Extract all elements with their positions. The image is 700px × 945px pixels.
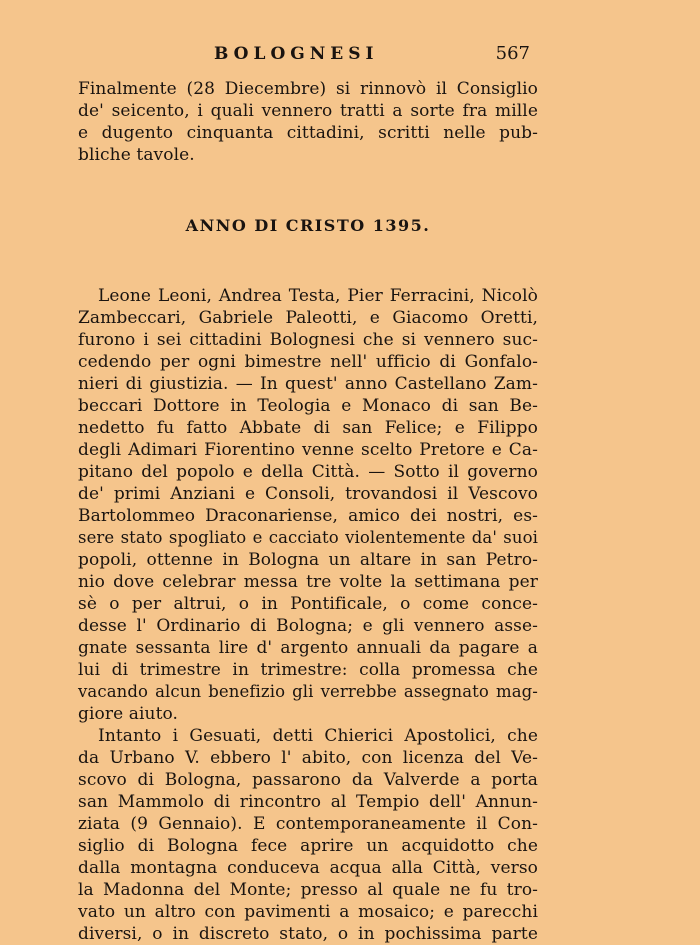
text-line: sere stato spogliato e cacciato violentemente da' suoi — [78, 528, 538, 547]
text-line: Bartolommeo Draconariense, amico dei nostri, es- — [78, 506, 538, 526]
text-line: siglio di Bologna fece aprire un acquidotto che — [78, 836, 538, 856]
text-line: beccari Dottore in Teologia e Monaco di san Be- — [78, 396, 538, 416]
text-line: dalla montagna conduceva acqua alla Città, verso — [78, 858, 538, 878]
text-line: sè o per altrui, o in Pontificale, o come conce- — [78, 594, 538, 614]
text-line: vato un altro con pavimenti a mosaico; e parecchi — [78, 902, 538, 922]
text-line: e dugento cinquanta cittadini, scritti nelle pub- — [78, 123, 538, 143]
text-line: scovo di Bologna, passarono da Valverde a porta — [78, 770, 538, 790]
text-line: Intanto i Gesuati, detti Chierici Apostolici, che — [98, 726, 538, 746]
text-line: de' primi Anziani e Consoli, trovandosi il Vescovo — [78, 484, 538, 504]
text-line: Leone Leoni, Andrea Testa, Pier Ferracini, Nicolò — [98, 286, 538, 306]
text-line: nieri di giustizia. — In quest' anno Castellano Zam- — [78, 374, 538, 394]
text-line: cedendo per ogni bimestre nell' ufficio di Gonfalo- — [78, 352, 538, 372]
text-line: de' seicento, i quali vennero tratti a sorte fra mille — [78, 101, 538, 121]
text-line: san Mammolo di rincontro al Tempio dell' Annun- — [78, 792, 538, 812]
year-heading: ANNO DI CRISTO 1395. — [185, 216, 431, 235]
text-line: pitano del popolo e della Città. — Sotto il governo — [78, 462, 538, 482]
text-line: vacando alcun benefizio gli verrebbe assegnato mag- — [78, 682, 538, 701]
text-line: Finalmente (28 Diecembre) si rinnovò il Consiglio — [78, 79, 538, 99]
text-line: da Urbano V. ebbero l' abito, con licenza del Ve- — [78, 748, 538, 768]
text-line: gnate sessanta lire d' argento annuali da pagare a — [78, 638, 538, 658]
text-line: nio dove celebrar messa tre volte la settimana per — [78, 572, 538, 592]
page-number: 567 — [495, 43, 530, 64]
text-line: diversi, o in discreto stato, o in pochissima parte — [78, 924, 538, 944]
text-line: nedetto fu fatto Abbate di san Felice; e Filippo — [78, 418, 538, 438]
text-line: Zambeccari, Gabriele Paleotti, e Giacomo Oretti, — [78, 308, 538, 328]
text-line: popoli, ottenne in Bologna un altare in san Petro- — [78, 550, 538, 570]
text-line: lui di trimestre in trimestre: colla promessa che — [78, 660, 538, 680]
text-line: degli Adimari Fiorentino venne scelto Pretore e Ca- — [78, 440, 538, 460]
text-line: la Madonna del Monte; presso al quale ne fu tro- — [78, 880, 538, 900]
text-line: furono i sei cittadini Bolognesi che si vennero suc- — [78, 330, 538, 350]
running-head: BOLOGNESI — [214, 44, 379, 64]
text-line: desse l' Ordinario di Bologna; e gli vennero asse- — [78, 616, 538, 636]
text-line: ziata (9 Gennaio). E contemporaneamente il Con- — [78, 814, 538, 834]
page-header — [78, 44, 530, 68]
text-line: bliche tavole. — [78, 145, 195, 165]
text-line: giore aiuto. — [78, 704, 179, 724]
